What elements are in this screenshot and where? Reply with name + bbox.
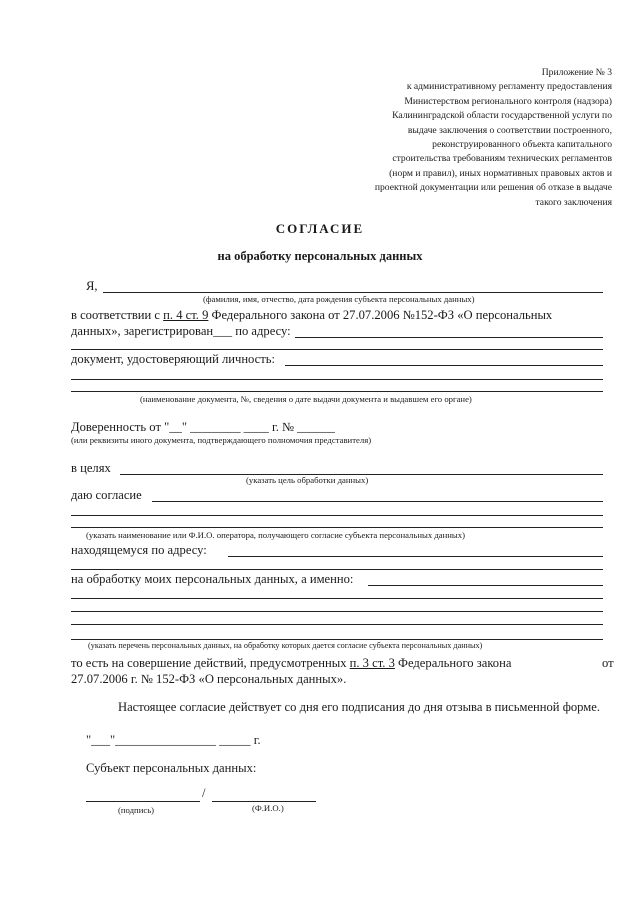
appendix-line: реконструированного объекта капитального <box>432 139 612 151</box>
law-link-p3-st3[interactable]: п. 3 ст. 3 <box>349 656 395 670</box>
label-ya: Я, <box>86 279 98 293</box>
operator-field-line-1[interactable] <box>152 501 603 502</box>
appendix-line: проектной документации или решения об отказе в выдаче <box>374 182 612 194</box>
operator-address-line-1[interactable] <box>228 556 603 557</box>
data-list-line-3[interactable] <box>71 611 603 612</box>
label-actions-from: от <box>602 656 614 670</box>
document-subtitle: на обработку персональных данных <box>217 249 423 263</box>
hint-fio: (фамилия, имя, отчество, дата рождения субъекта персональных данных) <box>203 294 475 304</box>
appendix-line: строительства требованиям технических регламентов <box>392 153 612 165</box>
address-field-line-1[interactable] <box>295 337 603 338</box>
appendix-line: к административному регламенту предоставления <box>406 81 612 93</box>
data-list-line-2[interactable] <box>71 598 603 599</box>
document-title: СОГЛАСИЕ <box>275 221 365 236</box>
address-field-line-2[interactable] <box>71 349 603 350</box>
law-link-p4-st9[interactable]: п. 4 ст. 9 <box>163 308 209 322</box>
operator-field-line-3[interactable] <box>71 527 603 528</box>
validity-text: Настоящее согласие действует со дня его подписания до дня отзыва в письменной форме. <box>118 700 600 714</box>
date-field[interactable]: "___"________________ _____ г. <box>86 733 261 747</box>
hint-power: (или реквизиты иного документа, подтверждающего полномочия представителя) <box>71 435 372 445</box>
appendix-line: Калининградской области государственной услуги по <box>392 110 612 122</box>
fio-short-field-line[interactable] <box>212 801 316 802</box>
fio-field-line[interactable] <box>103 292 603 293</box>
hint-purpose: (указать цель обработки данных) <box>246 475 369 485</box>
label-document: документ, удостоверяющий личность: <box>71 352 276 366</box>
label-accordance: в соответствии с п. 4 ст. 9 Федерального закона от 27.07.2006 №152-ФЗ «О персональных <box>71 308 553 322</box>
label-located: находящемуся по адресу: <box>71 543 207 557</box>
signature-slash: / <box>202 786 206 800</box>
label-actions: то есть на совершение действий, предусмотренных п. 3 ст. 3 Федерального закона <box>71 656 512 670</box>
data-list-line-1[interactable] <box>368 585 603 586</box>
operator-address-line-2[interactable] <box>71 569 603 570</box>
data-list-line-4[interactable] <box>71 624 603 625</box>
hint-list: (указать перечень персональных данных, на обработку которых дается согласие субъекта персональных данных) <box>88 641 483 650</box>
label-registered: данных», зарегистрирован___ по адресу: <box>71 324 291 338</box>
document-field-line-1[interactable] <box>285 365 603 366</box>
label-actions-line2: 27.07.2006 г. № 152-ФЗ «О персональных данных». <box>71 672 347 686</box>
data-list-line-5[interactable] <box>71 639 603 640</box>
label-subject: Субъект персональных данных: <box>86 761 257 775</box>
operator-field-line-2[interactable] <box>71 515 603 516</box>
signature-field-line[interactable] <box>86 801 200 802</box>
appendix-block <box>312 66 612 210</box>
appendix-line: (норм и правил), иных нормативных правовых актов и <box>389 167 612 179</box>
hint-signature: (подпись) <box>118 805 155 815</box>
appendix-line: выдаче заключения о соответствии построенного, <box>407 124 612 136</box>
label-processing: на обработку моих персональных данных, а именно: <box>71 572 354 586</box>
appendix-line: Приложение № 3 <box>541 67 612 78</box>
hint-fio-short: (Ф.И.О.) <box>252 803 284 813</box>
hint-operator: (указать наименование или Ф.И.О. оператора, получающего согласие субъекта персональных данных) <box>86 530 466 540</box>
document-field-line-3[interactable] <box>71 391 603 392</box>
hint-document: (наименование документа, №, сведения о дате выдачи документа и выдавшем его органе) <box>140 394 472 404</box>
label-consent: даю согласие <box>71 488 142 502</box>
appendix-line: Министерством регионального контроля (надзора) <box>404 95 612 107</box>
document-field-line-2[interactable] <box>71 379 603 380</box>
appendix-line: такого заключения <box>535 196 612 208</box>
label-power-of-attorney[interactable]: Доверенность от "__" ________ ____ г. № ______ <box>71 420 335 434</box>
label-purpose: в целях <box>71 461 111 475</box>
